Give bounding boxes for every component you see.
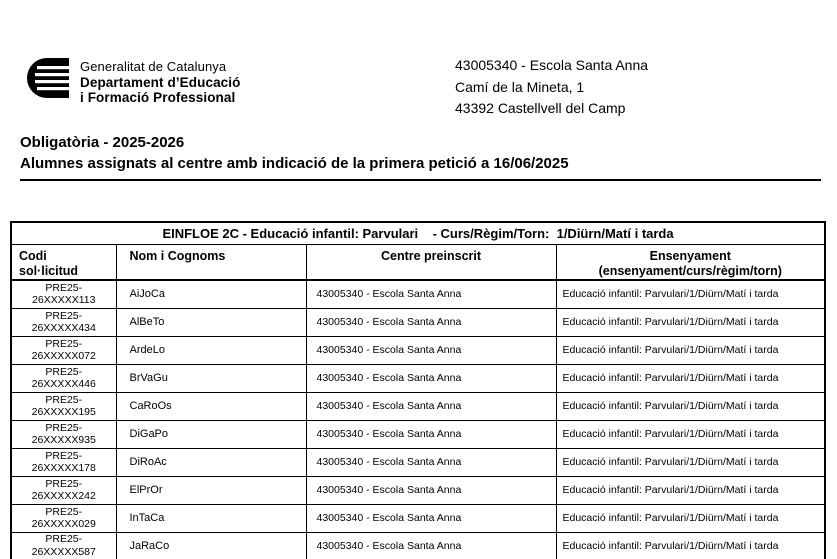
table-row — [11, 364, 825, 392]
school-info-block — [455, 55, 648, 120]
cell-centre: 43005340 - Escola Santa Anna — [306, 532, 556, 559]
codi-line1: PRE25- — [45, 533, 83, 546]
cell-ensenyament: Educació infantil: Parvulari/1/Diürn/Matí i tarda — [556, 448, 825, 476]
table-row — [11, 420, 825, 448]
codi-line2: 26XXXXX434 — [31, 322, 96, 334]
cell-nom: CaRoOs — [116, 392, 306, 420]
codi-line1: PRE25- — [45, 281, 83, 294]
generalitat-logo-icon — [25, 58, 69, 98]
cell-ensenyament: Educació infantil: Parvulari/1/Diürn/Matí i tarda — [556, 504, 825, 532]
cell-nom: ArdeLo — [116, 336, 306, 364]
cell-ensenyament: Educació infantil: Parvulari/1/Diürn/Matí i tarda — [556, 308, 825, 336]
column-header-codi: Codi sol·licitud — [11, 244, 116, 280]
school-address: Camí de la Mineta, 1 — [455, 78, 585, 95]
cell-codi — [11, 364, 116, 392]
codi-line2: 26XXXXX446 — [31, 378, 96, 390]
cell-codi — [11, 392, 116, 420]
cell-nom: BrVaGu — [116, 364, 306, 392]
column-header-nom: Nom i Cognoms — [116, 244, 306, 280]
cell-nom: DiRoAc — [116, 448, 306, 476]
cell-ensenyament: Educació infantil: Parvulari/1/Diürn/Matí i tarda — [556, 364, 825, 392]
codi-line2: 26XXXXX113 — [32, 294, 96, 307]
codi-line1: PRE25- — [45, 337, 83, 350]
document-title-line1: Obligatòria - 2025-2026 — [20, 134, 185, 151]
cell-centre: 43005340 - Escola Santa Anna — [306, 476, 556, 504]
table-row — [11, 280, 825, 308]
cell-codi — [11, 476, 116, 504]
cell-codi — [11, 448, 116, 476]
brand-text — [80, 58, 241, 106]
table-row — [11, 476, 825, 504]
cell-codi — [11, 280, 116, 308]
table-body — [11, 280, 825, 559]
cell-codi — [11, 420, 116, 448]
codi-line1: PRE25- — [45, 449, 83, 462]
cell-centre: 43005340 - Escola Santa Anna — [306, 448, 556, 476]
brand-line-2: Departament d’Educació — [80, 74, 241, 90]
cell-codi — [11, 504, 116, 532]
table-row — [11, 308, 825, 336]
cell-centre: 43005340 - Escola Santa Anna — [306, 392, 556, 420]
cell-ensenyament: Educació infantil: Parvulari/1/Diürn/Matí i tarda — [556, 280, 825, 308]
cell-nom: AlBeTo — [116, 308, 306, 336]
cell-codi — [11, 336, 116, 364]
cell-codi — [11, 308, 116, 336]
codi-line1: PRE25- — [45, 477, 83, 490]
codi-line2: 26XXXXX178 — [31, 462, 96, 474]
brand-line-1: Generalitat de Catalunya — [80, 59, 227, 74]
cell-centre: 43005340 - Escola Santa Anna — [306, 280, 556, 308]
cell-centre: 43005340 - Escola Santa Anna — [306, 308, 556, 336]
column-header-centre: Centre preinscrit — [306, 244, 556, 280]
cell-centre: 43005340 - Escola Santa Anna — [306, 364, 556, 392]
cell-nom: InTaCa — [116, 504, 306, 532]
cell-centre: 43005340 - Escola Santa Anna — [306, 336, 556, 364]
codi-line2: 26XXXXX587 — [31, 545, 96, 558]
brand-line-3: i Formació Professional — [80, 90, 236, 105]
codi-line2: 26XXXXX935 — [31, 434, 96, 446]
cell-ensenyament: Educació infantil: Parvulari/1/Diürn/Matí i tarda — [556, 532, 825, 559]
table-group-header: EINFLOE 2C - Educació infantil: Parvulari - Curs/Règim/Torn: 1/Diürn/Matí i tarda — [11, 222, 825, 244]
table-row — [11, 504, 825, 532]
cell-nom: DiGaPo — [116, 420, 306, 448]
codi-line2: 26XXXXX242 — [31, 490, 96, 502]
table-row — [11, 448, 825, 476]
codi-line1: PRE25- — [45, 393, 83, 406]
codi-line1: PRE25- — [45, 505, 83, 518]
cell-ensenyament: Educació infantil: Parvulari/1/Diürn/Matí i tarda — [556, 336, 825, 364]
document-title-line2: Alumnes assignats al centre amb indicació de la primera petició a 16/06/2025 — [20, 155, 569, 172]
codi-line2: 26XXXXX072 — [31, 350, 96, 362]
school-code-name: 43005340 - Escola Santa Anna — [455, 57, 649, 73]
students-table — [10, 221, 826, 559]
codi-line2: 26XXXXX195 — [31, 406, 96, 418]
cell-centre: 43005340 - Escola Santa Anna — [306, 420, 556, 448]
students-table-wrap — [10, 221, 824, 559]
document-title-block — [20, 132, 821, 181]
cell-nom: ElPrOr — [116, 476, 306, 504]
school-city: 43392 Castellvell del Camp — [455, 100, 626, 116]
codi-line1: PRE25- — [45, 365, 83, 378]
codi-line1: PRE25- — [45, 421, 83, 434]
cell-nom: AiJoCa — [116, 280, 306, 308]
table-row — [11, 336, 825, 364]
cell-centre: 43005340 - Escola Santa Anna — [306, 504, 556, 532]
table-row — [11, 392, 825, 420]
codi-line2: 26XXXXX029 — [31, 518, 96, 530]
cell-ensenyament: Educació infantil: Parvulari/1/Diürn/Matí i tarda — [556, 476, 825, 504]
cell-ensenyament: Educació infantil: Parvulari/1/Diürn/Matí i tarda — [556, 420, 825, 448]
table-row — [11, 532, 825, 559]
cell-nom: JaRaCo — [116, 532, 306, 559]
cell-ensenyament: Educació infantil: Parvulari/1/Diürn/Matí i tarda — [556, 392, 825, 420]
codi-line1: PRE25- — [45, 309, 83, 322]
generalitat-brand-block — [25, 58, 241, 106]
column-header-ensenyament: Ensenyament (ensenyament/curs/règim/torn) — [556, 244, 825, 280]
cell-codi — [11, 532, 116, 559]
